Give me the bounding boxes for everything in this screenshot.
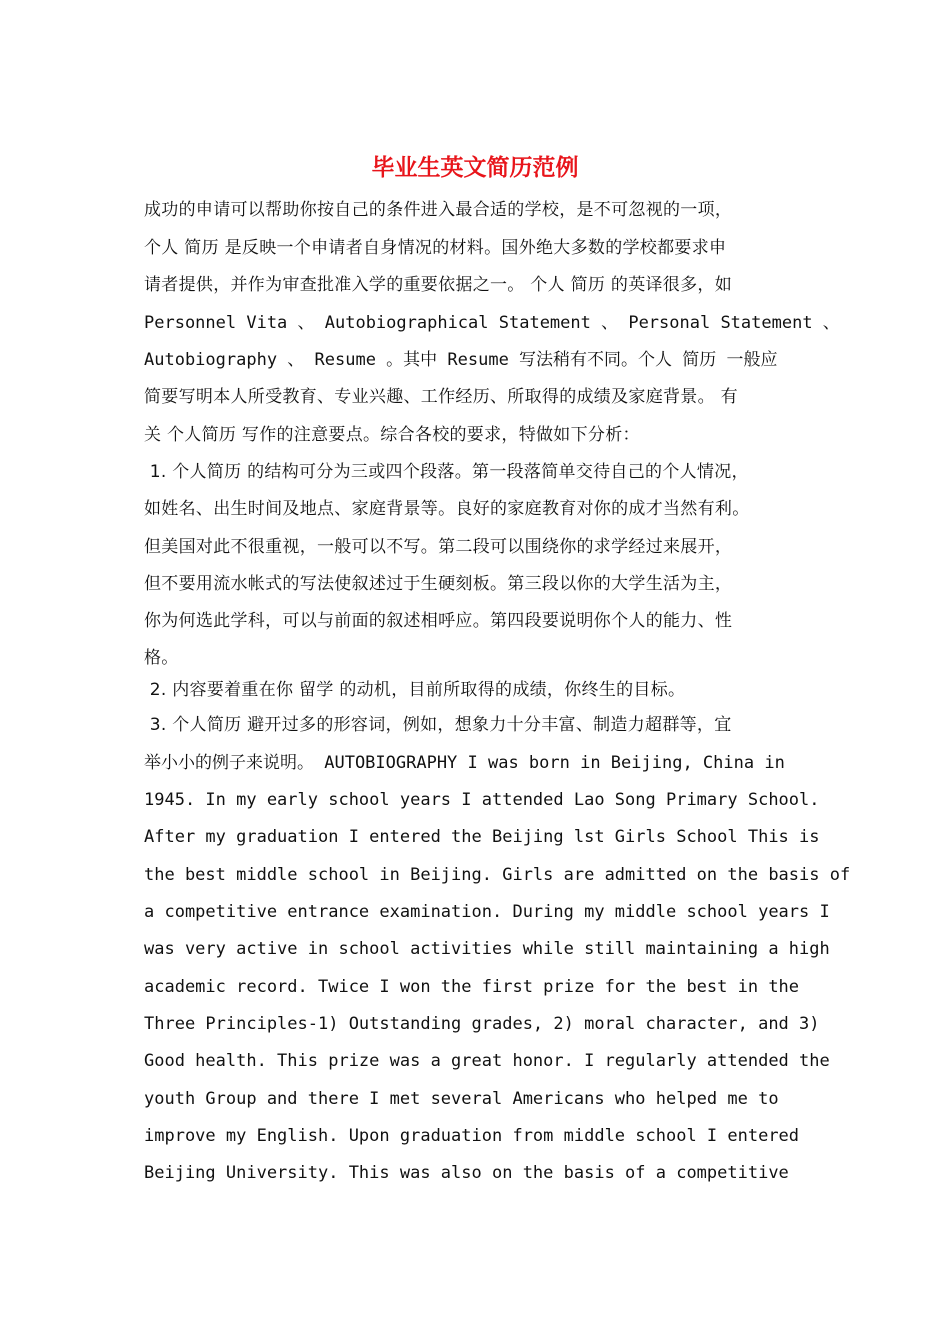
body-line-8: 1. 个人简历 的结构可分为三或四个段落。第一段落简单交待自己的个人情况，: [144, 462, 749, 482]
body-line-17: 1945. In my early school years I attended Lao Song Primary School.: [144, 790, 820, 810]
body-line-6: 简要写明本人所受教育、专业兴趣、工作经历、所取得的成绩及家庭背景。 有: [144, 387, 738, 407]
body-line-4: Personnel Vita 、 Autobiographical Statement 、 Personal Statement 、: [144, 313, 840, 333]
body-line-16: 举小小的例子来说明。 AUTOBIOGRAPHY I was born in Beijing, China in: [144, 753, 785, 773]
body-line-24: Good health. This prize was a great honor. I regularly attended the: [144, 1051, 830, 1071]
body-line-15: 3. 个人简历 避开过多的形容词，例如，想象力十分丰富、制造力超群等，宜: [144, 715, 732, 735]
body-line-11: 但不要用流水帐式的写法使叙述过于生硬刻板。第三段以你的大学生活为主，: [144, 574, 733, 594]
body-line-26: improve my English. Upon graduation from middle school I entered: [144, 1126, 800, 1146]
body-line-14: 2. 内容要着重在你 留学 的动机，目前所取得的成绩，你终生的目标。: [144, 680, 686, 700]
body-line-2: 个人 简历 是反映一个申请者自身情况的材料。国外绝大多数的学校都要求申: [144, 238, 727, 258]
document-title: 毕业生英文简历范例: [371, 155, 579, 181]
body-line-25: youth Group and there I met several Americans who helped me to: [144, 1089, 779, 1109]
body-line-3: 请者提供，并作为审查批准入学的重要依据之一。 个人 简历 的英译很多，如: [144, 275, 733, 295]
body-line-5: Autobiography 、 Resume 。其中 Resume 写法稍有不同。个人 简历 一般应: [144, 350, 778, 370]
body-line-22: academic record. Twice I won the first prize for the best in the: [144, 977, 800, 997]
body-line-7: 关 个人简历 写作的注意要点。综合各校的要求，特做如下分析：: [144, 425, 640, 445]
body-line-10: 但美国对此不很重视，一般可以不写。第二段可以围绕你的求学经过来展开，: [144, 537, 733, 557]
body-line-12: 你为何选此学科，可以与前面的叙述相呼应。第四段要说明你个人的能力、性: [144, 611, 733, 631]
body-line-9: 如姓名、出生时间及地点、家庭背景等。良好的家庭教育对你的成才当然有利。: [144, 499, 750, 519]
body-line-13: 格。: [144, 648, 179, 668]
body-line-1: 成功的申请可以帮助你按自己的条件进入最合适的学校，是不可忽视的一项，: [144, 200, 733, 220]
body-line-27: Beijing University. This was also on the basis of a competitive: [144, 1163, 789, 1183]
body-line-23: Three Principles-1) Outstanding grades, 2) moral character, and 3): [144, 1014, 820, 1034]
body-line-18: After my graduation I entered the Beijing lst Girls School This is: [144, 827, 820, 847]
body-line-19: the best middle school in Beijing. Girls are admitted on the basis of: [144, 865, 851, 885]
body-line-21: was very active in school activities while still maintaining a high: [144, 939, 830, 959]
body-line-20: a competitive entrance examination. During my middle school years I: [144, 902, 830, 922]
